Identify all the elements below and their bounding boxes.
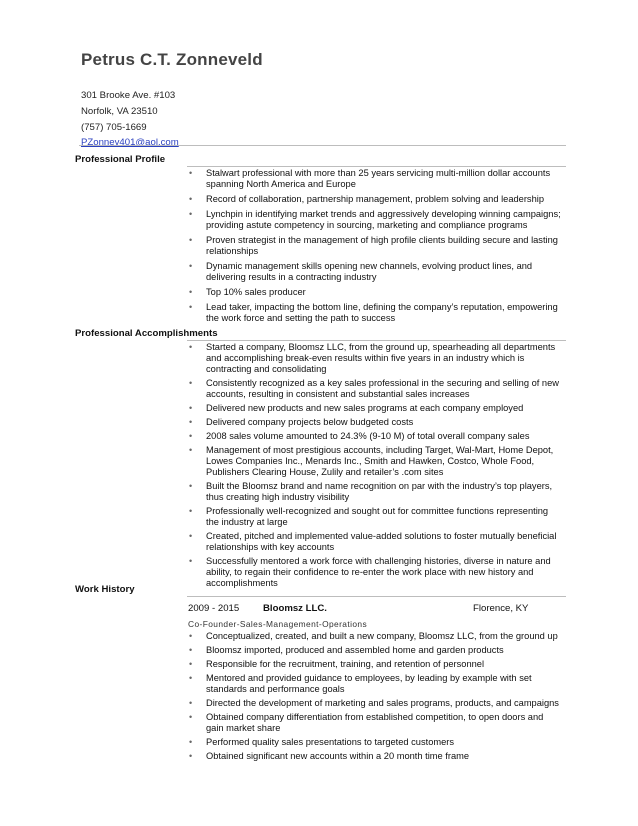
list-item: • Conceptualized, created, and built a new company, Bloomsz LLC, from the ground up xyxy=(188,631,563,642)
job-company: Bloomsz LLC. xyxy=(263,603,327,614)
list-item: • Created, pitched and implemented value-added solutions to foster mutually beneficial relationships with key accounts xyxy=(188,531,563,553)
contact-block xyxy=(81,88,179,151)
section-heading-work-history: Work History xyxy=(75,584,135,595)
candidate-name: Petrus C.T. Zonneveld xyxy=(81,50,263,69)
list-item: • Management of most prestigious accounts, including Target, Wal-Mart, Home Depot, Lowes Companies Inc., Menards Inc., Smith and Hawken, Costco, Whole Food, Publishers Clearing House, Zulily and retailer’s .com sites xyxy=(188,445,563,478)
list-item: • Lynchpin in identifying market trends and aggressively developing winning campaigns; providing astute competency in sourcing, marketing and compliance programs xyxy=(188,209,563,231)
section-heading-profile: Professional Profile xyxy=(75,154,166,165)
list-item: • Built the Bloomsz brand and name recognition on par with the industry’s top players, thus creating high industry visibility xyxy=(188,481,563,503)
list-item: • Started a company, Bloomsz LLC, from the ground up, spearheading all departments and accomplishing break-even results within five years in an industry which is contracting and consolidating xyxy=(188,342,563,375)
list-item: • Responsible for the recruitment, training, and retention of personnel xyxy=(188,659,563,670)
list-item: • Delivered company projects below budgeted costs xyxy=(188,417,563,428)
list-item: • Delivered new products and new sales programs at each company employed xyxy=(188,403,563,414)
list-item: • Bloomsz imported, produced and assembled home and garden products xyxy=(188,645,563,656)
list-item: • Mentored and provided guidance to employees, by leading by example with set standards and performance goals xyxy=(188,673,563,695)
accomplishments-bullet-list xyxy=(188,342,563,592)
email-link[interactable]: PZonnev401@aol.com xyxy=(81,137,179,149)
list-item: • Lead taker, impacting the bottom line, defining the company’s reputation, empowering the work force and setting the path to success xyxy=(188,302,563,324)
list-item: • Obtained significant new accounts within a 20 month time frame xyxy=(188,751,563,762)
address-line-2: Norfolk, VA 23510 xyxy=(81,105,158,117)
header-divider xyxy=(79,145,566,146)
list-item: • Dynamic management skills opening new channels, evolving product lines, and delivering results in a contracting industry xyxy=(188,261,563,283)
list-item: • Professionally well-recognized and sought out for committee functions representing the industry at large xyxy=(188,506,563,528)
list-item: • Directed the development of marketing and sales programs, products, and campaigns xyxy=(188,698,563,709)
address-line-1: 301 Brooke Ave. #103 xyxy=(81,90,176,101)
section-divider-work-history xyxy=(187,596,566,597)
section-divider-profile xyxy=(187,166,566,167)
phone-number: (757) 705-1669 xyxy=(81,121,147,133)
job-location: Florence, KY xyxy=(473,603,529,614)
job-title: Co-Founder-Sales-Management-Operations xyxy=(188,619,368,629)
list-item: • Performed quality sales presentations to targeted customers xyxy=(188,737,563,748)
list-item: • Obtained company differentiation from established competition, to open doors and gain market share xyxy=(188,712,563,734)
job-dates: 2009 - 2015 xyxy=(188,603,240,614)
profile-bullet-list xyxy=(188,168,563,328)
list-item: • 2008 sales volume amounted to 24.3% (9-10 M) of total overall company sales xyxy=(188,431,563,442)
list-item: • Top 10% sales producer xyxy=(188,287,563,298)
list-item: • Proven strategist in the management of high profile clients building secure and lasting relationships xyxy=(188,235,563,257)
section-heading-accomplishments: Professional Accomplishments xyxy=(75,328,218,339)
job-bullet-list xyxy=(188,631,563,765)
list-item: • Consistently recognized as a key sales professional in the securing and selling of new accounts, resulting in consistent and substantial sales increases xyxy=(188,378,563,400)
section-divider-accomplishments xyxy=(187,340,566,341)
list-item: • Stalwart professional with more than 25 years servicing multi-million dollar accounts spanning North America and Europe xyxy=(188,168,563,190)
list-item: • Successfully mentored a work force with challenging histories, diverse in nature and ability, to regain their confidence to re-enter the work place with new history and accomplishments xyxy=(188,556,563,589)
list-item: • Record of collaboration, partnership management, problem solving and leadership xyxy=(188,194,563,205)
